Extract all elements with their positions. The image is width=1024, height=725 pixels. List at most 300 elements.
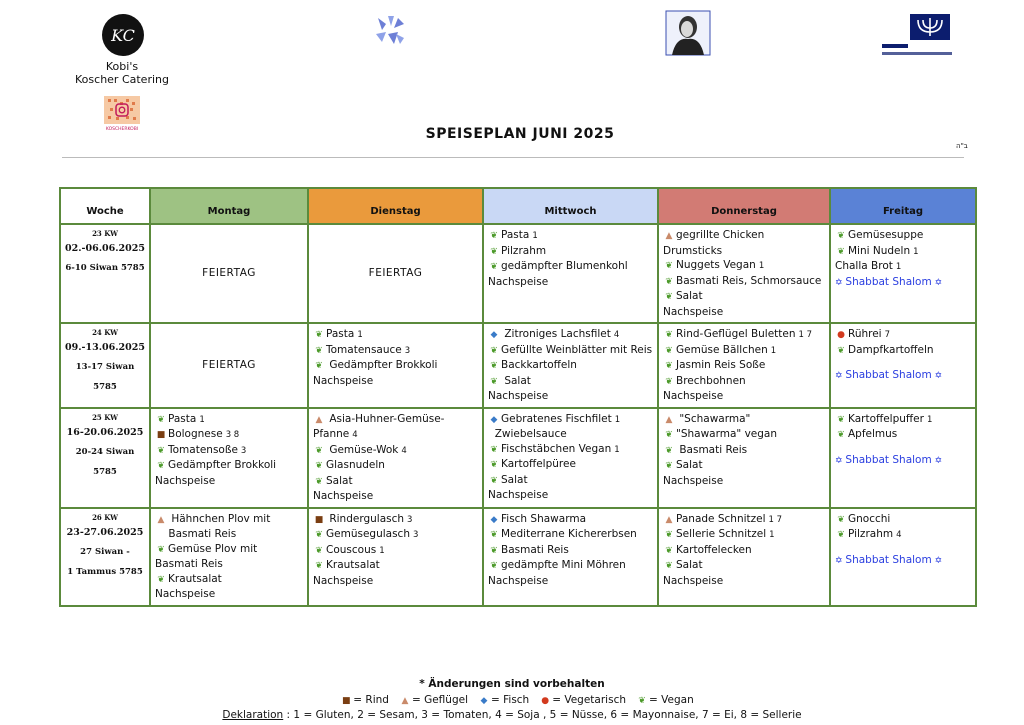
dish-name: Nachspeise xyxy=(488,390,549,402)
legend-label: = Vegan xyxy=(649,694,694,706)
dish-item xyxy=(155,572,303,588)
dish-item xyxy=(313,574,478,589)
dish-item xyxy=(663,427,825,443)
week-cell xyxy=(60,508,150,606)
allergen-codes: 3 xyxy=(412,530,419,540)
leaf-icon: ❦ xyxy=(490,561,498,571)
divider xyxy=(62,157,964,158)
menu-cell xyxy=(830,408,976,508)
dish-name: Gemüse-Wok xyxy=(326,443,399,456)
dish-name: Fischstäbchen Vegan xyxy=(501,442,612,455)
cow-icon: ■ xyxy=(342,696,351,706)
dish-name: Nachspeise xyxy=(313,574,374,587)
dish-name: Nachspeise xyxy=(663,305,724,318)
dish-name: Gnocchi xyxy=(848,512,891,525)
dish-item xyxy=(488,343,653,359)
header-freitag: Freitag xyxy=(830,188,976,224)
dish-item xyxy=(835,453,971,469)
dish-name: Gefüllte Weinblätter mit Reis xyxy=(501,343,653,356)
leaf-icon: ❦ xyxy=(315,345,323,356)
fish-icon: ◆ xyxy=(480,696,488,706)
dish-name: Rindergulasch xyxy=(326,512,405,525)
declaration-text: : 1 = Gluten, 2 = Sesam, 3 = Tomaten, 4 = Soja , 5 = Nüsse, 6 = Mayonnaise, 7 = Ei, 8 = Sellerie xyxy=(283,709,802,721)
leaf-icon: ❦ xyxy=(837,430,845,440)
dish-item xyxy=(663,374,825,390)
dish-item xyxy=(663,558,825,574)
dish-name: Gedämpfter Brokkoli xyxy=(168,459,277,471)
dish-item xyxy=(155,512,303,528)
icon-legend xyxy=(0,694,1024,706)
dish-item xyxy=(488,427,653,442)
dish-item xyxy=(663,543,825,559)
dish-item xyxy=(313,343,478,359)
dish-name: Basmati Reis xyxy=(155,528,237,540)
brand-line-1: Kobi's xyxy=(105,60,139,73)
leaf-icon: ❦ xyxy=(490,246,498,257)
leaf-icon: ❦ xyxy=(315,330,323,340)
star-of-david-icon: ✡ xyxy=(931,555,943,566)
dish-name: Krautsalat xyxy=(326,559,380,571)
dish-name: Nachspeise xyxy=(663,574,724,587)
dish-name: Pilzrahm xyxy=(848,528,894,540)
chicken-icon: ▲ xyxy=(315,414,323,425)
dish-name: Nachspeise xyxy=(663,390,724,402)
dish-name: Tomatensauce xyxy=(326,343,402,356)
menu-table xyxy=(59,187,977,607)
leaf-icon: ❦ xyxy=(490,345,498,356)
leaf-icon: ❦ xyxy=(157,544,165,555)
week-dates: 23-27.06.2025 xyxy=(66,526,144,538)
leaf-icon: ❦ xyxy=(665,561,673,571)
dish-name: Sellerie Schnitzel xyxy=(676,528,767,540)
menu-cell xyxy=(483,408,658,508)
allergen-codes: 1 xyxy=(913,246,919,257)
dish-name: Rührei xyxy=(848,328,882,340)
dish-name: Basmati Reis xyxy=(676,443,748,456)
leaf-icon: ❦ xyxy=(837,514,845,525)
dish-name: Salat xyxy=(501,374,531,387)
dish-item xyxy=(835,244,971,260)
dish-name: Gemüsegulasch xyxy=(326,528,410,540)
allergen-codes: 4 xyxy=(352,430,358,440)
dish-item xyxy=(488,244,653,260)
dish-name: Asia-Huhner-Gemüse-Pfanne xyxy=(313,412,445,440)
dish-item xyxy=(155,527,303,542)
dish-name: Jasmin Reis Soße xyxy=(676,359,766,371)
dish-item xyxy=(663,343,825,359)
dish-name: Gemüse Bällchen xyxy=(676,343,768,356)
menu-cell xyxy=(830,323,976,408)
dish-name: Bolognese xyxy=(168,428,223,440)
menu-cell xyxy=(308,508,483,606)
dish-name: Pasta xyxy=(501,229,530,241)
dish-item xyxy=(488,442,653,458)
calendar-week: 24 KW xyxy=(92,328,118,337)
dish-name: Salat xyxy=(676,290,703,302)
dish-item xyxy=(313,443,478,459)
leaf-icon: ❦ xyxy=(837,246,845,257)
dish-name: Gemüse Plov mit Basmati Reis xyxy=(155,542,261,570)
dish-name: "Schawarma" xyxy=(676,412,751,425)
menu-cell xyxy=(658,508,830,606)
holiday-cell: FEIERTAG xyxy=(150,224,308,323)
dish-item xyxy=(835,527,971,543)
dish-name: Rind-Geflügel Buletten xyxy=(676,328,796,340)
dish-item xyxy=(313,527,478,543)
star-of-david-icon: ✡ xyxy=(835,455,846,466)
dish-name: Panade Schnitzel xyxy=(676,512,766,525)
leaf-icon: ❦ xyxy=(665,430,673,440)
spacer xyxy=(835,543,971,553)
portrait-image xyxy=(664,9,712,57)
dish-item xyxy=(835,228,971,244)
holiday-cell: FEIERTAG xyxy=(308,224,483,323)
declaration xyxy=(0,709,1024,721)
dish-item xyxy=(663,389,825,404)
leaf-icon: ❦ xyxy=(315,361,323,371)
dish-name: Basmati Reis, Schmorsauce xyxy=(676,274,822,287)
dish-name: Challa Brot xyxy=(835,260,893,272)
legend-label: = Fisch xyxy=(490,694,530,706)
dish-item xyxy=(313,358,478,374)
legend-label: = Vegetarisch xyxy=(552,694,626,706)
fish-icon: ◆ xyxy=(490,330,498,340)
leaf-icon: ❦ xyxy=(157,574,165,585)
dish-name: Nachspeise xyxy=(663,474,724,487)
leaf-icon: ❦ xyxy=(638,696,646,706)
menu-cell xyxy=(308,323,483,408)
menu-cell xyxy=(483,508,658,606)
menu-cell xyxy=(658,224,830,323)
leaf-icon: ❦ xyxy=(315,445,323,456)
dish-name: Mediterrane Kichererbsen xyxy=(501,528,637,540)
week-row xyxy=(60,408,976,508)
allergen-codes: 4 xyxy=(401,445,407,456)
leaf-icon: ❦ xyxy=(157,414,165,425)
fish-icon: ◆ xyxy=(490,414,498,425)
dish-item xyxy=(835,427,971,443)
week-dates: 02.-06.06.2025 xyxy=(65,243,145,254)
allergen-codes: 1 xyxy=(926,414,933,425)
leaf-icon: ❦ xyxy=(315,561,323,571)
dish-item xyxy=(488,488,653,503)
dish-item xyxy=(313,374,478,389)
dish-name: Nachspeise xyxy=(488,574,549,587)
star-of-david-icon: ✡ xyxy=(835,555,846,566)
dish-item xyxy=(488,527,653,543)
cow-icon: ■ xyxy=(156,430,166,440)
week-row xyxy=(60,224,976,323)
dish-item xyxy=(313,327,478,343)
chicken-icon: ▲ xyxy=(401,696,409,706)
leaf-icon: ❦ xyxy=(665,461,673,471)
juedische-gemeinde-logo-icon xyxy=(882,12,952,60)
kobi-logo xyxy=(102,14,144,56)
dish-item xyxy=(488,512,653,528)
dish-name: Backkartoffeln xyxy=(501,359,577,371)
dish-item xyxy=(488,259,653,275)
menu-cell xyxy=(150,408,308,508)
allergen-codes: 1 xyxy=(614,414,621,425)
brand-line-2: Koscher Catering xyxy=(75,73,169,86)
calendar-week: 23 KW xyxy=(92,229,118,238)
allergen-codes: 3 8 xyxy=(225,430,240,440)
holiday-cell: FEIERTAG xyxy=(150,323,308,408)
dish-item xyxy=(488,327,653,343)
dish-item xyxy=(155,542,303,572)
leaf-icon: ❦ xyxy=(490,361,498,371)
dish-item xyxy=(835,512,971,528)
dish-item xyxy=(663,527,825,543)
dish-item xyxy=(663,289,825,305)
header-dienstag: Dienstag xyxy=(308,188,483,224)
calendar-week: 26 KW xyxy=(92,512,118,522)
shabbat-shalom-text: Shabbat Shalom xyxy=(845,275,932,288)
dish-name: Krautsalat xyxy=(168,572,222,585)
dish-item xyxy=(313,458,478,474)
leaf-icon: ❦ xyxy=(837,414,845,425)
dish-name: Hähnchen Plov mit xyxy=(168,512,271,525)
dish-item xyxy=(835,412,971,428)
tomato-icon: ● xyxy=(541,696,550,706)
dish-item xyxy=(488,228,653,244)
dish-item xyxy=(663,412,825,428)
week-row xyxy=(60,323,976,408)
corner-mark: ב"ה xyxy=(956,142,968,150)
allergen-codes: 4 xyxy=(896,530,902,540)
dish-name: Gedämpfter Brokkoli xyxy=(326,359,438,371)
dish-name: Zwiebelsauce xyxy=(488,428,567,440)
leaf-icon: ❦ xyxy=(837,345,845,356)
allergen-codes: 3 xyxy=(240,445,247,456)
menu-cell xyxy=(308,408,483,508)
week-dates: 09.-13.06.2025 xyxy=(65,342,145,353)
dish-name: Nachspeise xyxy=(488,275,549,288)
dish-name: gedämpfter Blumenkohl xyxy=(501,260,628,272)
dish-item xyxy=(488,473,653,489)
leaf-icon: ❦ xyxy=(490,530,498,540)
leaf-icon: ❦ xyxy=(315,461,323,471)
leaf-icon: ❦ xyxy=(665,261,673,271)
dish-name: Kartoffelpüree xyxy=(501,458,576,470)
allergen-codes: 1 xyxy=(758,261,765,271)
dish-name: Mini Nudeln xyxy=(848,244,911,257)
dish-item xyxy=(488,275,653,290)
dish-item xyxy=(488,374,653,390)
cow-icon: ■ xyxy=(314,514,324,525)
dish-name: Basmati Reis xyxy=(501,543,569,556)
dish-item xyxy=(155,443,303,459)
allergen-codes: 1 xyxy=(769,530,775,540)
allergen-codes: 3 xyxy=(404,345,411,356)
dish-name: Pilzrahm xyxy=(501,244,547,257)
week-row xyxy=(60,508,976,606)
dish-item xyxy=(663,274,825,290)
dish-name: Gebratenes Fischfilet xyxy=(501,412,612,425)
leaf-icon: ❦ xyxy=(490,460,498,470)
dish-item xyxy=(663,474,825,489)
dish-name: Pasta xyxy=(168,412,197,425)
dish-item xyxy=(835,327,971,343)
dish-name: Nuggets Vegan xyxy=(676,259,756,271)
dish-name: Kartoffelecken xyxy=(676,543,752,556)
star-of-david-icon: ✡ xyxy=(931,455,943,466)
leaf-icon: ❦ xyxy=(490,376,498,387)
table-header-row xyxy=(60,188,976,224)
page-title: SPEISEPLAN JUNI 2025 xyxy=(425,126,615,142)
leaf-icon: ❦ xyxy=(837,231,845,241)
allergen-codes: 1 xyxy=(357,330,363,340)
chicken-icon: ▲ xyxy=(665,414,673,425)
hebrew-dates-2: 1 Tammus 5785 xyxy=(67,566,143,577)
dish-item xyxy=(313,474,478,490)
shabbat-shalom-text: Shabbat Shalom xyxy=(845,453,932,466)
dish-name: Nachspeise xyxy=(313,374,374,387)
leaf-icon: ❦ xyxy=(665,361,673,371)
menu-cell xyxy=(830,508,976,606)
changes-note: * Änderungen sind vorbehalten xyxy=(419,678,605,690)
leaf-icon: ❦ xyxy=(490,231,498,241)
leaf-icon: ❦ xyxy=(315,476,323,487)
menu-cell xyxy=(830,224,976,323)
dish-item xyxy=(663,358,825,374)
dish-name: gegrillte Chicken Drumsticks xyxy=(663,229,768,257)
dish-item xyxy=(663,327,825,343)
dish-item xyxy=(488,412,653,428)
allergen-codes: 1 xyxy=(199,414,205,425)
allergen-codes: 1 xyxy=(895,262,902,272)
insta-caption: KOSCHERKOBI xyxy=(105,127,139,132)
logo-initials: KC xyxy=(111,25,135,45)
dish-item xyxy=(313,489,478,504)
dish-item xyxy=(663,228,825,258)
dish-name: Nachspeise xyxy=(313,490,374,502)
menu-cell xyxy=(483,323,658,408)
header-mittwoch: Mittwoch xyxy=(483,188,658,224)
dish-name: "Shawarma" vegan xyxy=(676,428,777,440)
allergen-codes: 1 xyxy=(379,545,385,556)
dish-name: Gemüsesuppe xyxy=(848,229,924,241)
allergen-codes: 1 xyxy=(614,444,620,455)
dish-item xyxy=(313,412,478,443)
hebrew-dates: 27 Siwan - xyxy=(80,546,130,557)
dish-item xyxy=(155,587,303,602)
dish-name: Salat xyxy=(326,474,353,487)
leaf-icon: ❦ xyxy=(837,530,845,540)
leaf-icon: ❦ xyxy=(157,445,165,456)
dish-name: gedämpfte Mini Möhren xyxy=(501,559,626,571)
week-cell xyxy=(60,224,150,323)
dish-name: Salat xyxy=(501,473,528,486)
allergen-codes: 4 xyxy=(613,330,620,340)
dish-item xyxy=(155,458,303,474)
dish-name: Salat xyxy=(676,559,703,571)
spacer xyxy=(835,358,971,368)
dish-name: Nachspeise xyxy=(488,489,549,501)
leaf-icon: ❦ xyxy=(665,276,673,287)
shabbat-shalom-text: Shabbat Shalom xyxy=(845,369,932,381)
menu-cell xyxy=(150,508,308,606)
allergen-codes: 3 xyxy=(407,514,413,525)
dish-item xyxy=(835,275,971,291)
dish-item xyxy=(663,512,825,528)
allergen-codes: 1 7 xyxy=(798,330,813,340)
allergen-codes: 7 xyxy=(884,330,891,340)
leaf-icon: ❦ xyxy=(665,292,673,302)
star-of-david-icon: ✡ xyxy=(835,277,846,288)
hebrew-dates: 20-24 Siwan 5785 xyxy=(75,446,135,477)
declaration-label: Deklaration xyxy=(222,709,284,721)
dish-item xyxy=(835,553,971,569)
leaf-icon: ❦ xyxy=(157,461,165,471)
dish-item xyxy=(313,512,478,528)
hebrew-dates: 13-17 Siwan 5785 xyxy=(75,362,135,392)
dish-item xyxy=(488,558,653,574)
instagram-qr-icon xyxy=(104,96,140,132)
dish-item xyxy=(488,574,653,589)
leaf-icon: ❦ xyxy=(490,545,498,556)
leaf-icon: ❦ xyxy=(665,376,673,387)
dish-item xyxy=(488,457,653,473)
tomato-icon: ● xyxy=(837,330,845,340)
shabbat-shalom-text: Shabbat Shalom xyxy=(845,553,932,566)
menu-cell xyxy=(658,323,830,408)
dish-item xyxy=(835,368,971,384)
star-of-david-icon: ✡ xyxy=(931,277,943,288)
dish-item xyxy=(488,543,653,559)
dish-item xyxy=(313,543,478,559)
header-donnerstag: Donnerstag xyxy=(658,188,830,224)
header-woche: Woche xyxy=(60,188,150,224)
dish-name: Tomatensoße xyxy=(168,443,238,456)
dish-name: Fisch Shawarma xyxy=(501,512,586,525)
leaf-icon: ❦ xyxy=(665,445,673,456)
leaf-icon: ❦ xyxy=(665,330,673,340)
star-of-david-icon: ✡ xyxy=(931,371,943,381)
week-cell xyxy=(60,408,150,508)
leaf-icon: ❦ xyxy=(665,345,673,356)
dish-name: Dampfkartoffeln xyxy=(848,343,934,356)
dish-name: Nachspeise xyxy=(155,588,216,600)
dish-item xyxy=(488,389,653,404)
leaf-icon: ❦ xyxy=(665,530,673,540)
allergen-codes: 1 xyxy=(532,231,538,241)
dish-name: Salat xyxy=(676,459,703,471)
dish-item xyxy=(663,258,825,274)
dish-item xyxy=(663,458,825,474)
dish-name: Apfelmus xyxy=(848,428,898,440)
leaf-icon: ❦ xyxy=(490,475,498,486)
header-montag: Montag xyxy=(150,188,308,224)
dish-item xyxy=(155,474,303,489)
star-of-david-logo-icon xyxy=(374,14,406,46)
dish-item xyxy=(313,558,478,574)
leaf-icon: ❦ xyxy=(490,444,498,455)
brand-name xyxy=(70,60,174,86)
dish-name: Couscous xyxy=(326,543,377,556)
dish-item xyxy=(155,412,303,428)
menu-cell xyxy=(658,408,830,508)
dish-item xyxy=(488,358,653,374)
star-of-david-icon: ✡ xyxy=(835,371,846,381)
dish-name: Brechbohnen xyxy=(676,374,746,387)
chicken-icon: ▲ xyxy=(665,231,673,241)
calendar-week: 25 KW xyxy=(92,412,118,422)
chicken-icon: ▲ xyxy=(665,514,673,525)
dish-name: Glasnudeln xyxy=(326,459,385,471)
legend-label: = Rind xyxy=(353,694,389,706)
hebrew-dates: 6-10 Siwan 5785 xyxy=(65,263,145,273)
